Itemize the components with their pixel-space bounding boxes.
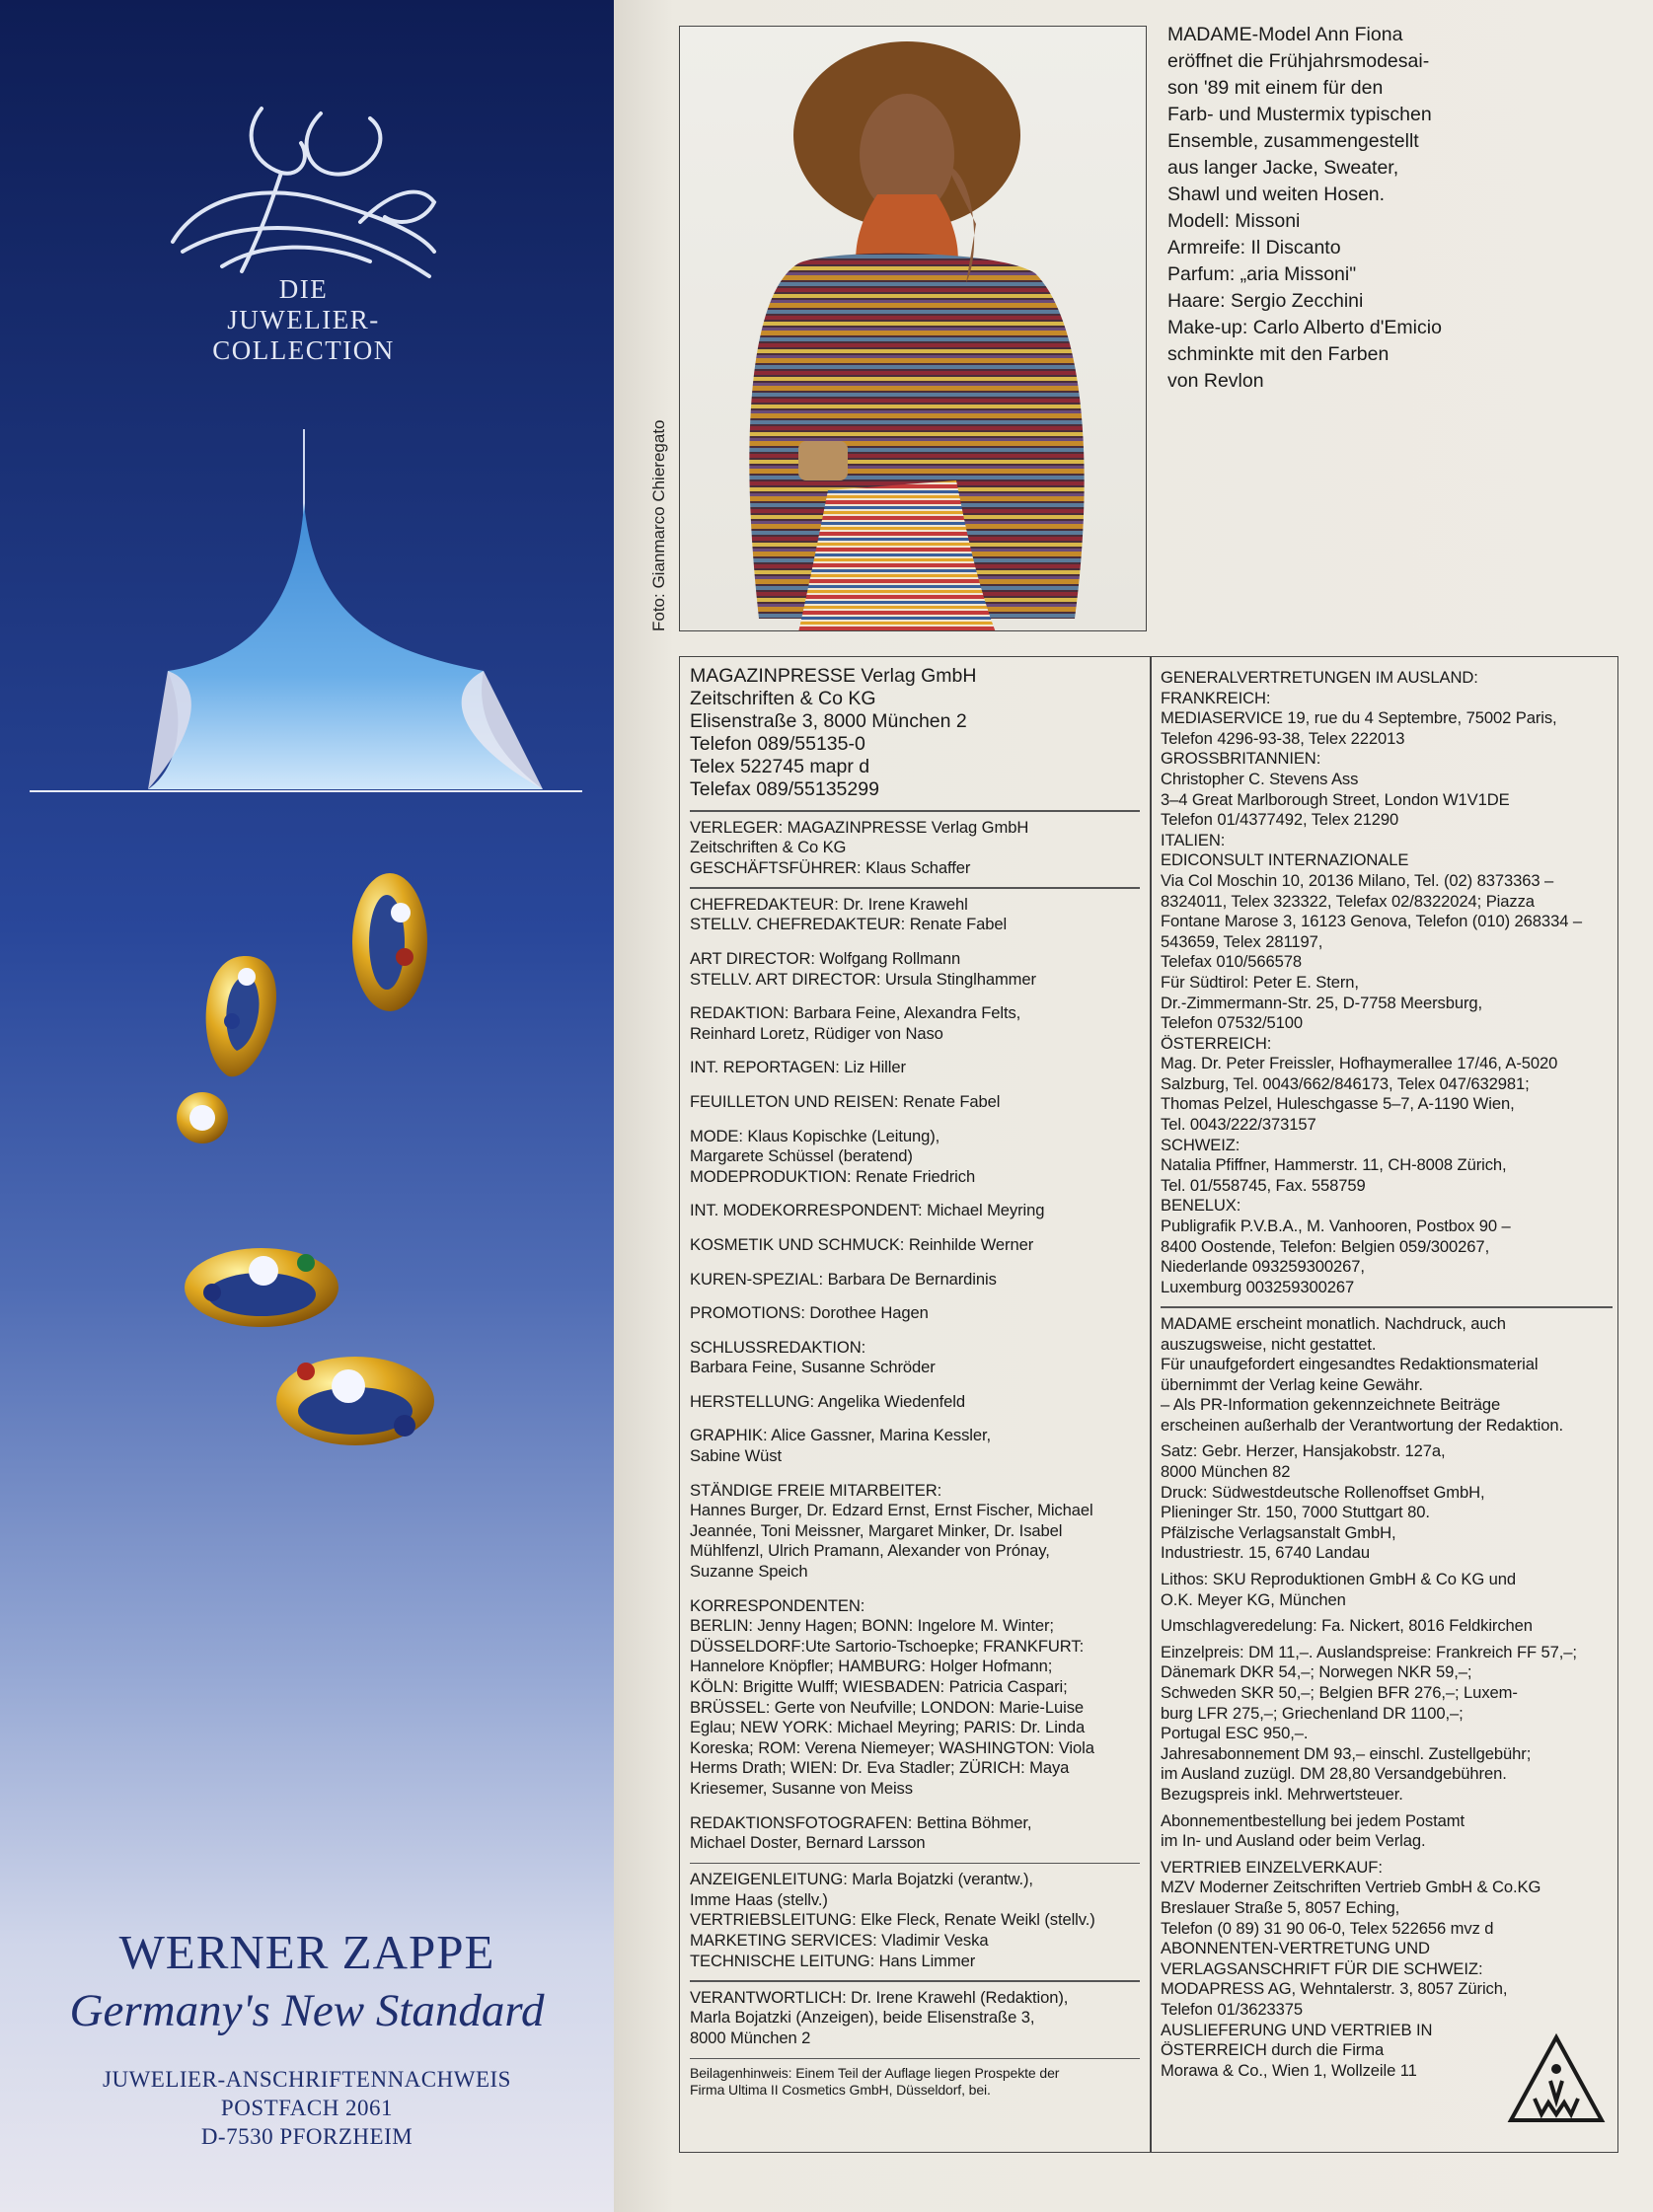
foreign-line: Mag. Dr. Peter Freissler, Hofhaymerallee 17/46, A-5020: [1161, 1054, 1558, 1073]
staff-line: Barbara Feine, Susanne Schröder: [690, 1358, 936, 1377]
fashion-photo: [679, 26, 1147, 631]
staff-line: Mühlfenzl, Ulrich Pramann, Alexander von Prónay,: [690, 1541, 1050, 1561]
staff-block: [690, 1813, 1140, 1854]
staff-line: KOSMETIK UND SCHMUCK: Reinhilde Werner: [690, 1234, 1034, 1254]
foreign-line: Telefon 4296-93-38, Telex 222013: [1161, 728, 1405, 748]
staff-block: [690, 1201, 1140, 1221]
staff-line: Eglau; NEW YORK: Michael Meyring; PARIS: Dr. Linda: [690, 1718, 1086, 1737]
staff-line: STELLV. ART DIRECTOR: Ursula Stinglhammer: [690, 969, 1036, 989]
staff-block: [690, 1270, 1140, 1290]
staff-line: HERSTELLUNG: Angelika Wiedenfeld: [690, 1391, 966, 1411]
legal-line: Druck: Südwestdeutsche Rollenoffset GmbH,: [1161, 1482, 1485, 1502]
responsible-block: [690, 1988, 1140, 2049]
foreign-line: EDICONSULT INTERNAZIONALE: [1161, 850, 1409, 870]
foreign-line: Telefon 01/4377492, Telex 21290: [1161, 810, 1399, 830]
legal-line: Pfälzische Verlagsanstalt GmbH,: [1161, 1522, 1396, 1542]
caption-line: Make-up: Carlo Alberto d'Emicio: [1167, 317, 1442, 338]
staff-block: [690, 949, 1140, 990]
foreign-line: GENERALVERTRETUNGEN IM AUSLAND:: [1161, 668, 1478, 687]
staff-block: [690, 1235, 1140, 1256]
collection-title: [148, 274, 459, 366]
column-divider: [1150, 657, 1152, 2152]
brand-name: WERNER ZAPPE: [118, 1925, 495, 1979]
address-line: JUWELIER-ANSCHRIFTENNACHWEIS: [103, 2067, 511, 2092]
foreign-line: Christopher C. Stevens Ass: [1161, 769, 1359, 788]
foreign-line: FRANKREICH:: [1161, 688, 1271, 707]
foreign-line: Dr.-Zimmermann-Str. 25, D-7758 Meersburg,: [1161, 993, 1483, 1012]
tent-sculpture: [30, 424, 582, 809]
legal-line: Telefon (0 89) 31 90 06-0, Telex 522656 mvz d: [1161, 1918, 1494, 1938]
legal-line: Breslauer Straße 5, 8057 Eching,: [1161, 1897, 1400, 1917]
legal-line: Lithos: SKU Reproduktionen GmbH & Co KG und: [1161, 1570, 1517, 1589]
staff-block: [690, 1058, 1140, 1078]
caption-line: schminkte mit den Farben: [1167, 343, 1390, 365]
legal-line: übernimmt der Verlag keine Gewähr.: [1161, 1374, 1423, 1394]
imprint-left-column: [690, 657, 1140, 2099]
legal-line: Einzelpreis: DM 11,–. Auslandspreise: Frankreich FF 57,–;: [1161, 1642, 1577, 1661]
photo-credit: Foto: Gianmarco Chieregato: [649, 419, 668, 631]
divider: [690, 2058, 1140, 2060]
staff-line: BRÜSSEL: Gerte von Neufville; LONDON: Marie-Luise: [690, 1697, 1085, 1717]
model-photo-image: [680, 27, 1147, 631]
cover-finishing: [1161, 1616, 1613, 1637]
foreign-line: 8324011, Telex 323322, Telefax 02/8322024; Piazza: [1161, 891, 1535, 911]
legal-line: ÖSTERREICH durch die Firma: [1161, 2040, 1385, 2060]
photo-caption: [1167, 22, 1464, 395]
legal-line: VERLAGSANSCHRIFT FÜR DIE SCHWEIZ:: [1161, 1958, 1483, 1978]
imprint-box: [679, 656, 1618, 2153]
staff-line: Reinhard Loretz, Rüdiger von Naso: [690, 1023, 943, 1043]
staff-line: FEUILLETON UND REISEN: Renate Fabel: [690, 1091, 1001, 1111]
divider: [690, 1980, 1140, 1982]
staff-line: TECHNISCHE LEITUNG: Hans Limmer: [690, 1951, 976, 1970]
legal-line: AUSLIEFERUNG UND VERTRIEB IN: [1161, 2020, 1433, 2039]
staff-line: Herms Drath; WIEN: Dr. Eva Stadler; ZÜRICH: Maya: [690, 1758, 1070, 1778]
brand-address: [0, 2065, 614, 2151]
staff-line: Hannelore Knöpfler; HAMBURG: Holger Hofmann;: [690, 1657, 1053, 1676]
header-line: MAGAZINPRESSE Verlag GmbH: [690, 665, 977, 687]
staff-line: GRAPHIK: Alice Gassner, Marina Kessler,: [690, 1426, 992, 1445]
correspondents-block: [690, 1596, 1140, 1800]
staff-line: VERANTWORTLICH: Dr. Irene Krawehl (Redaktion),: [690, 1987, 1069, 2007]
staff-line: REDAKTIONSFOTOGRAFEN: Bettina Böhmer,: [690, 1812, 1032, 1832]
collection-line: DIE: [278, 274, 329, 304]
staff-line: MODE: Klaus Kopischke (Leitung),: [690, 1126, 940, 1145]
legal-line: burg LFR 275,–; Griechenland DR 1100,–;: [1161, 1703, 1464, 1723]
staff-line: MARKETING SERVICES: Vladimir Veska: [690, 1931, 989, 1951]
staff-block: [690, 1092, 1140, 1113]
staff-line: Kriesemer, Susanne von Meiss: [690, 1778, 913, 1798]
staff-line: Jeannée, Toni Meissner, Margaret Minker, Dr. Isabel: [690, 1520, 1063, 1540]
address-line: POSTFACH 2061: [220, 2096, 394, 2120]
staff-line: VERLEGER: MAGAZINPRESSE Verlag GmbH: [690, 817, 1029, 837]
caption-line: Haare: Sergio Zecchini: [1167, 290, 1364, 312]
note-line: Firma Ultima II Cosmetics GmbH, Düsseldorf, bei.: [690, 2082, 991, 2098]
publisher-header: [690, 665, 1140, 801]
legal-line: im Ausland zuzügl. DM 28,80 Versandgebühren.: [1161, 1764, 1507, 1784]
divider: [690, 1863, 1140, 1865]
foreign-line: Tel. 01/558745, Fax. 558759: [1161, 1175, 1366, 1195]
staff-line: KÖLN: Brigitte Wulff; WIESBADEN: Patricia Caspari;: [690, 1677, 1068, 1696]
header-line: Telefon 089/55135-0: [690, 733, 865, 755]
staff-line: PROMOTIONS: Dorothee Hagen: [690, 1303, 929, 1323]
staff-line: Imme Haas (stellv.): [690, 1889, 828, 1909]
staff-block: [690, 1338, 1140, 1378]
rings-image: [183, 1233, 449, 1480]
staff-line: Michael Doster, Bernard Larsson: [690, 1833, 926, 1853]
legal-line: – Als PR-Information gekennzeichnete Beiträge: [1161, 1395, 1501, 1415]
foreign-line: Telefax 010/566578: [1161, 952, 1303, 972]
staff-line: STÄNDIGE FREIE MITARBEITER:: [690, 1480, 942, 1500]
legal-line: Plieninger Str. 150, 7000 Stuttgart 80.: [1161, 1503, 1430, 1522]
legal-line: auszugsweise, nicht gestattet.: [1161, 1334, 1377, 1354]
imprint-right-column: [1161, 657, 1613, 2081]
staff-line: Zeitschriften & Co KG: [690, 838, 847, 857]
staff-block: [690, 1392, 1140, 1413]
legal-line: Schweden SKR 50,–; Belgien BFR 276,–; Luxem-: [1161, 1683, 1518, 1702]
staff-line: Koreska; ROM: Verena Niemeyer; WASHINGTON: Viola: [690, 1737, 1094, 1757]
staff-line: ANZEIGENLEITUNG: Marla Bojatzki (verantw.),: [690, 1870, 1033, 1889]
divider: [1161, 1306, 1613, 1308]
header-line: Telex 522745 mapr d: [690, 756, 870, 777]
caption-line: aus langer Jacke, Sweater,: [1167, 157, 1399, 179]
staff-line: Hannes Burger, Dr. Edzard Ernst, Ernst Fischer, Michael: [690, 1501, 1093, 1520]
foreign-line: GROSSBRITANNIEN:: [1161, 749, 1321, 769]
foreign-line: Luxemburg 003259300267: [1161, 1277, 1355, 1296]
printing-block: [1161, 1441, 1613, 1564]
legal-line: Dänemark DKR 54,–; Norwegen NKR 59,–;: [1161, 1662, 1472, 1682]
collection-line: JUWELIER-: [227, 305, 380, 334]
foreign-line: Fontane Marose 3, 16123 Genova, Telefon (010) 268334 –: [1161, 912, 1582, 931]
lithos-block: [1161, 1570, 1613, 1610]
legal-line: Telefon 01/3623375: [1161, 1999, 1303, 2019]
foreign-line: Natalia Pfiffner, Hammerstr. 11, CH-8008 Zürich,: [1161, 1155, 1507, 1175]
address-line: D-7530 PFORZHEIM: [200, 2124, 413, 2149]
staff-line: CHEFREDAKTEUR: Dr. Irene Krawehl: [690, 894, 968, 914]
foreign-line: Publigrafik P.V.B.A., M. Vanhooren, Postbox 90 –: [1161, 1217, 1511, 1236]
foreign-line: Telefon 07532/5100: [1161, 1013, 1303, 1033]
header-line: Zeitschriften & Co KG: [690, 688, 876, 709]
staff-line: SCHLUSSREDAKTION:: [690, 1337, 866, 1357]
staff-line: VERTRIEBSLEITUNG: Elke Fleck, Renate Weikl (stellv.): [690, 1910, 1095, 1930]
foreign-line: 3–4 Great Marlborough Street, London W1V1DE: [1161, 789, 1510, 809]
foreign-line: 8400 Oostende, Telefon: Belgien 059/300267,: [1161, 1236, 1490, 1256]
insert-note: [690, 2065, 1140, 2099]
legal-line: Morawa & Co., Wien 1, Wollzeile 11: [1161, 2060, 1417, 2080]
caption-line: Farb- und Mustermix typischen: [1167, 104, 1432, 125]
foreign-line: Via Col Moschin 10, 20136 Milano, Tel. (02) 8373363 –: [1161, 870, 1554, 890]
legal-line: Satz: Gebr. Herzer, Hansjakobstr. 127a,: [1161, 1441, 1446, 1461]
header-line: Telefax 089/55135299: [690, 778, 879, 800]
legal-line: Bezugspreis inkl. Mehrwertsteuer.: [1161, 1784, 1403, 1804]
staff-line: STELLV. CHEFREDAKTEUR: Renate Fabel: [690, 915, 1008, 934]
foreign-line: Salzburg, Tel. 0043/662/846173, Telex 047/632981;: [1161, 1073, 1530, 1093]
staff-block: [690, 1127, 1140, 1188]
staff-block: [690, 1003, 1140, 1044]
staff-line: Marla Bojatzki (Anzeigen), beide Elisenstraße 3,: [690, 2008, 1035, 2028]
staff-block: [690, 895, 1140, 935]
legal-line: Industriestr. 15, 6740 Landau: [1161, 1543, 1371, 1563]
foreign-representatives: [1161, 668, 1613, 1297]
staff-line: REDAKTION: Barbara Feine, Alexandra Felts,: [690, 1003, 1021, 1023]
foreign-line: Thomas Pelzel, Huleschgasse 5–7, A-1190 Wien,: [1161, 1094, 1515, 1114]
foreign-line: ÖSTERREICH:: [1161, 1033, 1272, 1053]
legal-line: erscheinen außerhalb der Verantwortung der Redaktion.: [1161, 1415, 1563, 1435]
earrings-image: [168, 858, 444, 1154]
staff-line: Suzanne Speich: [690, 1562, 808, 1582]
staff-line: Margarete Schüssel (beratend): [690, 1146, 913, 1166]
divider: [690, 810, 1140, 812]
foreign-line: SCHWEIZ:: [1161, 1135, 1240, 1154]
foreign-line: ITALIEN:: [1161, 830, 1226, 849]
ivw-logo-icon: [1507, 2033, 1606, 2124]
note-line: Beilagenhinweis: Einem Teil der Auflage liegen Prospekte der: [690, 2065, 1060, 2081]
staff-block: [690, 1303, 1140, 1324]
legal-line: Portugal ESC 950,–.: [1161, 1724, 1309, 1743]
staff-line: Sabine Wüst: [690, 1446, 782, 1466]
legal-line: Abonnementbestellung bei jedem Postamt: [1161, 1810, 1465, 1830]
caption-line: MADAME-Model Ann Fiona: [1167, 24, 1403, 45]
legal-line: im In- und Ausland oder beim Verlag.: [1161, 1831, 1426, 1851]
legal-block: [1161, 1314, 1613, 1437]
caption-line: Parfum: „aria Missoni": [1167, 263, 1357, 285]
staff-block: [690, 818, 1140, 879]
caption-line: Ensemble, zusammengestellt: [1167, 130, 1419, 152]
contributors-block: [690, 1481, 1140, 1583]
caption-line: Shawl und weiten Hosen.: [1167, 184, 1386, 205]
staff-line: INT. REPORTAGEN: Liz Hiller: [690, 1058, 906, 1077]
staff-line: KORRESPONDENTEN:: [690, 1595, 865, 1615]
legal-line: MADAME erscheint monatlich. Nachdruck, auch: [1161, 1313, 1506, 1333]
brand-block: [0, 1924, 614, 2037]
caption-line: eröffnet die Frühjahrsmodesai-: [1167, 50, 1430, 72]
legal-line: O.K. Meyer KG, München: [1161, 1589, 1346, 1609]
brand-slogan: Germany's New Standard: [69, 1985, 545, 2036]
staff-line: INT. MODEKORRESPONDENT: Michael Meyring: [690, 1201, 1045, 1220]
caption-line: Armreife: Il Discanto: [1167, 237, 1341, 258]
header-line: Elisenstraße 3, 8000 München 2: [690, 710, 967, 732]
legal-line: 8000 München 82: [1161, 1462, 1291, 1482]
legal-line: Für unaufgefordert eingesandtes Redaktionsmaterial: [1161, 1355, 1539, 1374]
staff-block: [690, 1426, 1140, 1466]
divider: [690, 887, 1140, 889]
caption-line: von Revlon: [1167, 370, 1264, 392]
caption-line: son '89 mit einem für den: [1167, 77, 1384, 99]
legal-line: VERTRIEB EINZELVERKAUF:: [1161, 1857, 1383, 1877]
staff-line: MODEPRODUKTION: Renate Friedrich: [690, 1166, 976, 1186]
foreign-line: Tel. 0043/222/373157: [1161, 1115, 1316, 1135]
legal-line: Jahresabonnement DM 93,– einschl. Zustellgebühr;: [1161, 1743, 1532, 1763]
jewelry-advertisement: [0, 0, 614, 2212]
foreign-line: MEDIASERVICE 19, rue du 4 Septembre, 75002 Paris,: [1161, 708, 1557, 728]
foreign-line: Für Südtirol: Peter E. Stern,: [1161, 972, 1359, 992]
staff-line: KUREN-SPEZIAL: Barbara De Bernardinis: [690, 1269, 997, 1289]
caption-line: Modell: Missoni: [1167, 210, 1301, 232]
advertising-block: [690, 1870, 1140, 1971]
legal-line: MODAPRESS AG, Wehntalerstr. 3, 8057 Zürich,: [1161, 1979, 1508, 1999]
staff-line: DÜSSELDORF:Ute Sartorio-Tschoepke; FRANKFURT:: [690, 1636, 1085, 1656]
legal-line: Umschlagveredelung: Fa. Nickert, 8016 Feldkirchen: [1161, 1616, 1533, 1636]
staff-line: GESCHÄFTSFÜHRER: Klaus Schaffer: [690, 857, 971, 877]
subscription-block: [1161, 1811, 1613, 1852]
bird-logo-icon: [163, 104, 439, 291]
foreign-line: 543659, Telex 281197,: [1161, 931, 1323, 951]
prices-block: [1161, 1643, 1613, 1806]
staff-line: BERLIN: Jenny Hagen; BONN: Ingelore M. Winter;: [690, 1616, 1054, 1636]
collection-line: COLLECTION: [212, 335, 395, 365]
legal-line: MZV Moderner Zeitschriften Vertrieb GmbH & Co.KG: [1161, 1878, 1541, 1897]
staff-line: 8000 München 2: [690, 2028, 811, 2047]
legal-line: ABONNENTEN-VERTRETUNG UND: [1161, 1939, 1430, 1958]
foreign-line: Niederlande 093259300267,: [1161, 1257, 1365, 1277]
foreign-line: BENELUX:: [1161, 1196, 1241, 1216]
staff-line: ART DIRECTOR: Wolfgang Rollmann: [690, 948, 961, 968]
